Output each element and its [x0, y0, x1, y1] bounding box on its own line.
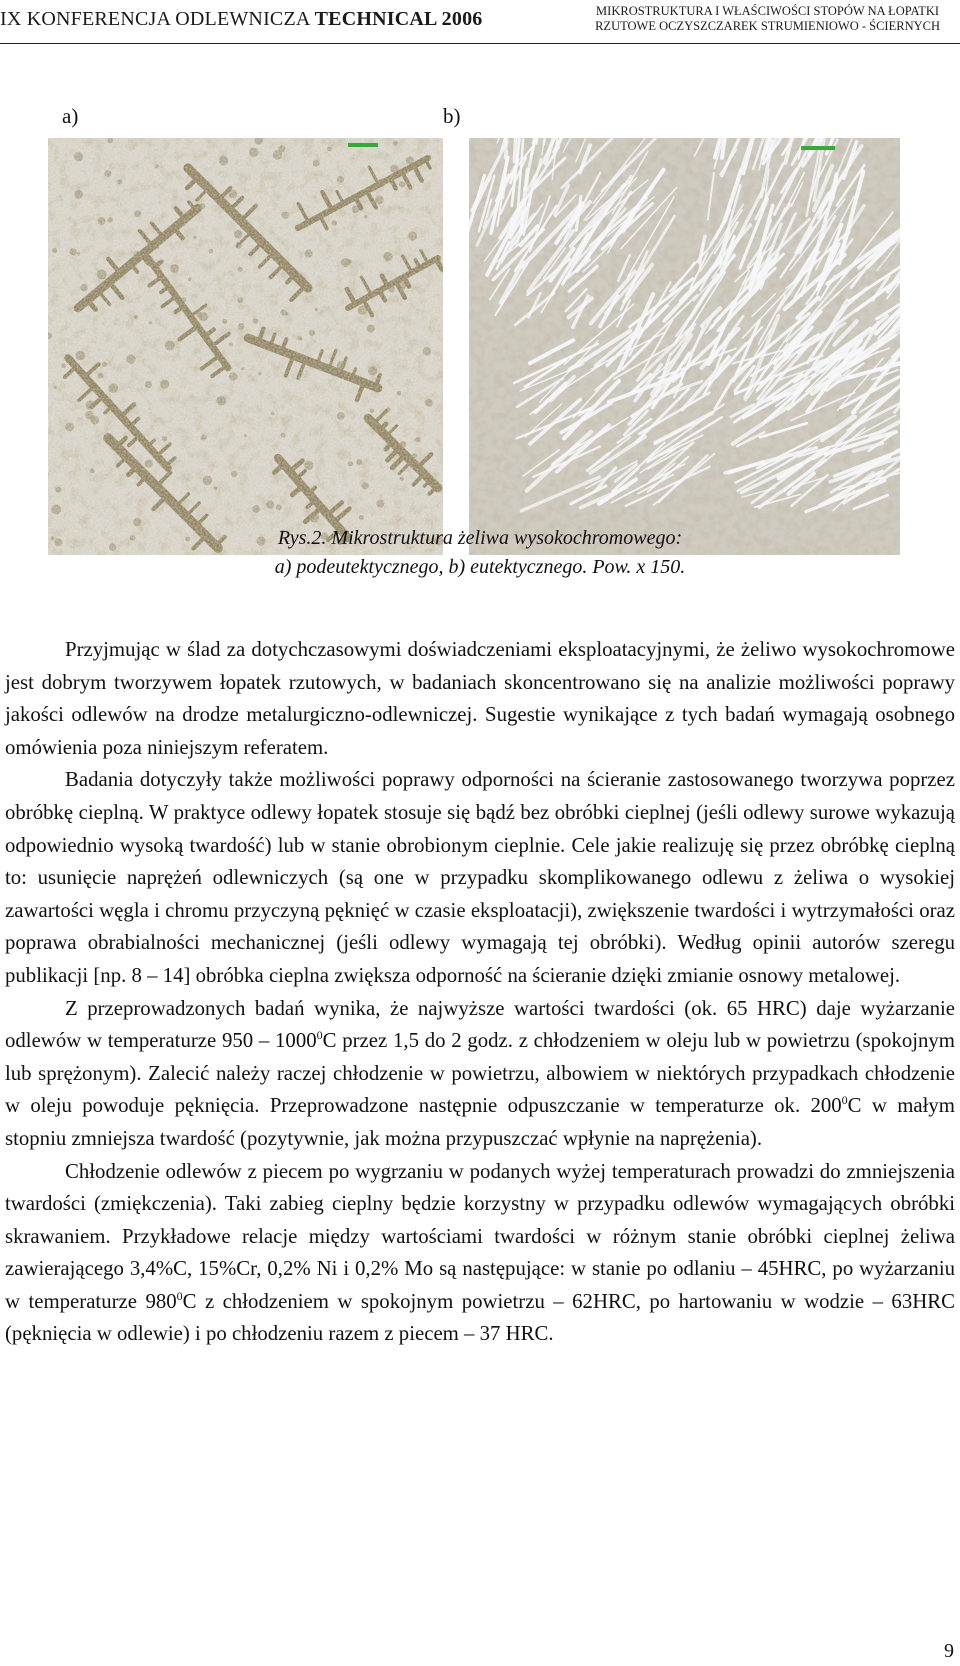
paragraph-2: Badania dotyczyły także możliwości poprawy odporności na ścieranie zastosowanego tworzywa poprzez obróbkę cieplną. W praktyce odlewy łopatek stosuje się bądź bez obróbki cieplnej (jeśli odlewy surowe wykazują odpowiednio wysoką twardość) lub w stanie obrobionym cieplnie. Cele jakie realizuję się przez obróbkę cieplną to: usunięcie naprężeń odlewniczych (są one w przypadku skomplikowanego odlewu z żeliwa o wysokiej zawartości węgla i chromu przyczyną pęknięć w czasie eksploatacji), zwiększenie twardości i wytrzymałości oraz poprawa obrabialności mechanicznej (jeśli odlewy wymagają tej obróbki). Według opinii autorów szeregu publikacji [np. 8 – 14] obróbka cieplna zwiększa odporność na ścieranie dzięki zmianie osnowy metalowej.: [5, 768, 955, 987]
paragraph-3: [5, 993, 955, 1156]
figure-caption-line2: a) podeutektycznego, b) eutektycznego. Pow. x 150.: [274, 556, 686, 578]
figure-caption-line1: Rys.2. Mikrostruktura żeliwa wysokochromowego:: [277, 527, 683, 549]
paragraph-4-part-b: C z chłodzeniem w spokojnym powietrzu – 62HRC, po hartowaniu w wodzie – 63HRC (pęknięcia w odlewie) i po chłodzeniu razem z piecem – 37 HRC.: [5, 1289, 955, 1346]
paragraph-4: [5, 1156, 955, 1352]
header-rule: [0, 43, 960, 44]
micrograph-b: [469, 138, 900, 555]
paper-title: [595, 4, 940, 34]
conference-name: [0, 8, 482, 31]
figure-label-b: b): [443, 104, 461, 128]
conference-bold: TECHNICAL 2006: [314, 8, 483, 30]
paragraph-3-part-c: C w małym stopniu zmniejsza twardość (pozytywnie, jak można przypuszczać wpłynie na naprężenia).: [5, 1094, 955, 1150]
paragraph-4-part-a: Chłodzenie odlewów z piecem po wygrzaniu w podanych wyżej temperaturach prowadzi do zmniejszenia twardości (zmiękczenia). Taki zabieg cieplny będzie korzystny w przypadku odlewów wymagających obróbki skrawaniem. Przykładowe relacje między wartościami twardości w różnym stanie obróbki cieplnej żeliwa zawierającego 3,4%C, 15%Cr, 0,2% Ni i 0,2% Mo są następujące: w stanie po odlaniu – 45HRC, po wyżarzaniu w temperaturze 980: [5, 1159, 955, 1313]
degree-superscript: 0: [176, 1288, 183, 1303]
paper-title-line2: RZUTOWE OCZYSZCZAREK STRUMIENIOWO - ŚCIERNYCH: [595, 19, 940, 33]
paper-title-line1: MIKROSTRUKTURA I WŁAŚCIWOŚCI STOPÓW NA ŁOPATKI: [596, 4, 940, 18]
degree-superscript: 0: [841, 1093, 848, 1108]
micrograph-a: [48, 138, 443, 555]
body-text: [5, 634, 955, 1351]
conference-prefix: IX KONFERENCJA ODLEWNICZA: [0, 8, 315, 30]
paragraph-3-part-b: C przez 1,5 do 2 godz. z chłodzeniem w oleju lub w powietrzu (spokojnym lub sprężonym). Zalecić należy raczej chłodzenie w powietrzu, albowiem w niektórych przypadkach chłodzenie w oleju powoduje pęknięcia. Przeprowadzone następnie odpuszczanie w temperaturze ok. 200: [5, 1029, 955, 1118]
page-number: 9: [944, 1640, 954, 1662]
figure-label-a: a): [62, 104, 79, 128]
paragraph-3-part-a: Z przeprowadzonych badań wynika, że najwyższe wartości twardości (ok. 65 HRC) daje wyżarzanie odlewów w temperaturze 950 – 1000: [5, 996, 955, 1053]
micrograph-b-image: [469, 138, 900, 555]
carbide-needle: [515, 138, 516, 162]
degree-superscript: 0: [316, 1028, 323, 1043]
paragraph-1: Przyjmując w ślad za dotychczasowymi doświadczeniami eksploatacyjnymi, że żeliwo wysokochromowe jest dobrym tworzywem łopatek rzutowych, w badaniach skoncentrowano się na analizie możliwości poprawy jakości odlewów na drodze metalurgiczno-odlewniczej. Sugestie wynikające z tych badań wymagają osobnego omówienia poza niniejszym referatem.: [5, 638, 955, 759]
micrograph-a-image: [48, 138, 443, 555]
